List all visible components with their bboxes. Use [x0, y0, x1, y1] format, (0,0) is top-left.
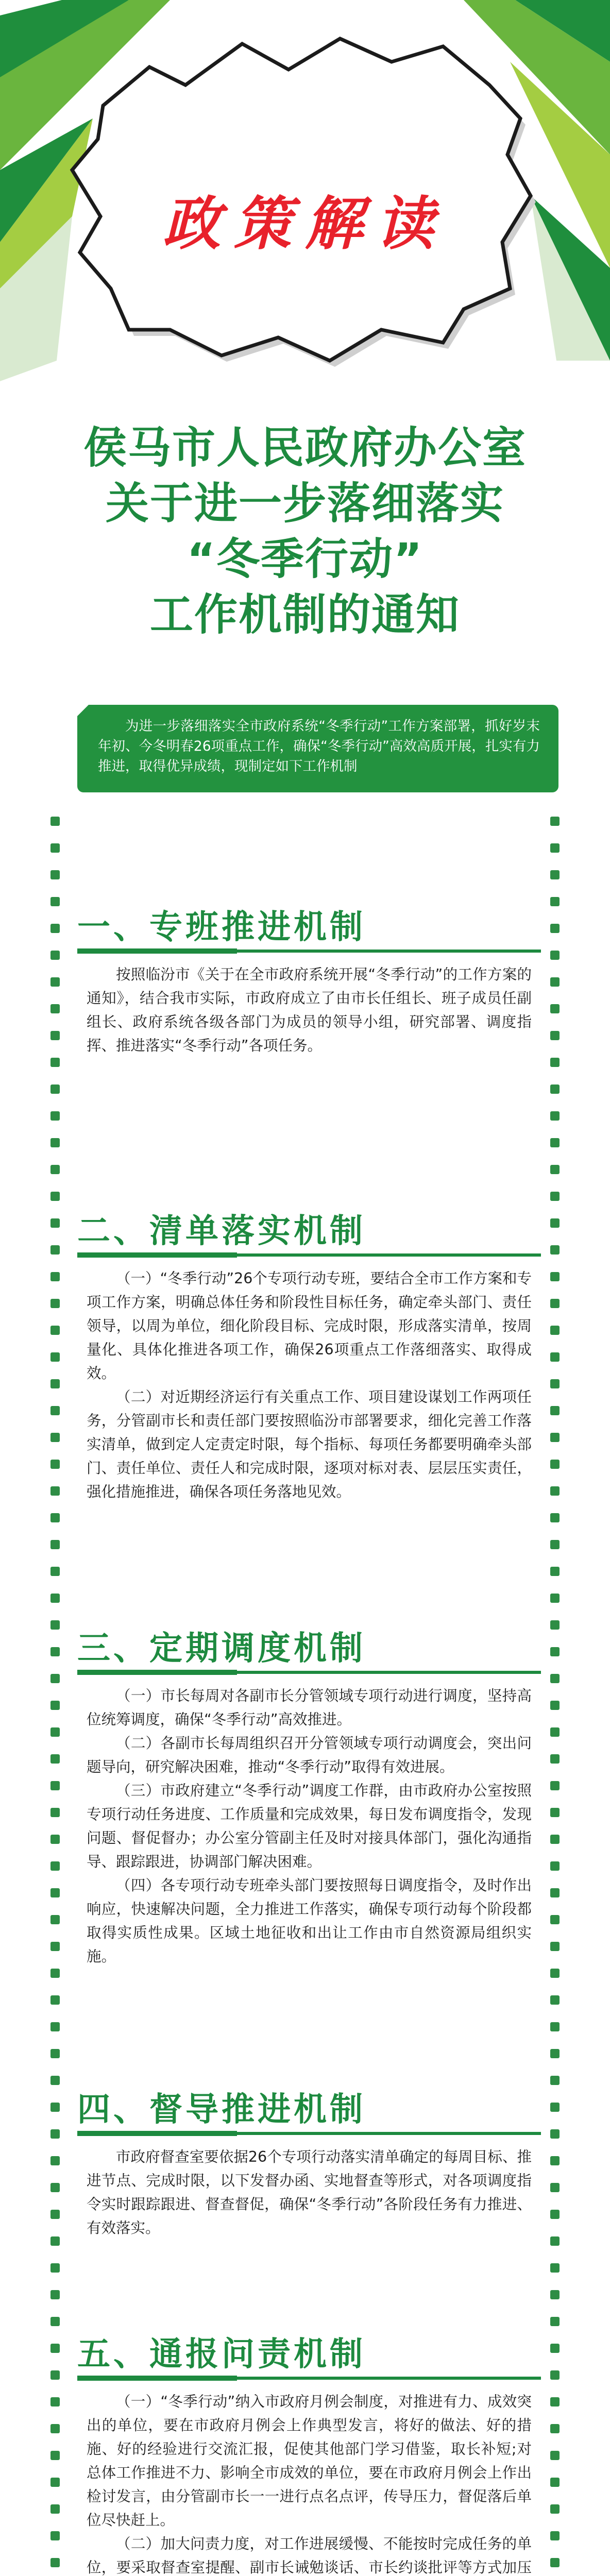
- section-3-header: [77, 1625, 541, 1673]
- rail-dot: [550, 1084, 560, 1094]
- section-4-body: [77, 2145, 541, 2240]
- rail-dot: [550, 1888, 560, 1897]
- rail-dot: [550, 1460, 560, 1469]
- rail-dot: [550, 2049, 560, 2058]
- rail-dot: [550, 2317, 560, 2326]
- rail-dot: [550, 1620, 560, 1630]
- rail-dot: [550, 1647, 560, 1656]
- badge-title: 政策解读: [163, 190, 447, 258]
- main-title-line-1: 侯马市人民政府办公室: [83, 422, 527, 473]
- rail-dot: [550, 924, 560, 933]
- rail-dot: [50, 1084, 60, 1094]
- left-dotted-rail: [50, 817, 60, 2576]
- rail-dot: [50, 1995, 60, 2005]
- section-3: [77, 1625, 541, 1969]
- section-2-paragraph-1: （一）“冬季行动”26个专项行动专班，要结合全市工作方案和专项工作方案，明确总体任务和阶段性目标任务，确定牵头部门、责任领导，以周为单位，细化阶段目标、完成时限，形成落实清单，按周量化、具体化推进各项工作，确保26项重点工作落细落实、取得成效。: [87, 1270, 532, 1382]
- rail-dot: [50, 2558, 60, 2567]
- section-4: [77, 2087, 541, 2240]
- rail-dot: [550, 1111, 560, 1121]
- rail-dot: [550, 1540, 560, 1549]
- rail-dot: [50, 870, 60, 879]
- section-5-underline: [77, 2377, 541, 2380]
- rail-dot: [50, 951, 60, 960]
- intro-box: 为进一步落细落实全市政府系统“冬季行动”工作方案部署，抓好岁末年初、今冬明春26项重点工作，确保“冬季行动”高效高质开展，扎实有力推进，取得优异成绩，现制定如下工作机制: [77, 705, 558, 792]
- section-2-body: [77, 1267, 541, 1504]
- rail-dot: [50, 1486, 60, 1496]
- section-5-body: [77, 2390, 541, 2576]
- main-title-line-3: “冬季行动”: [187, 534, 423, 584]
- rail-dot: [50, 1620, 60, 1630]
- section-3-paragraph-1: （一）市长每周对各副市长分管领域专项行动进行调度，坚持高位统筹调度，确保“冬季行动”高效推进。: [87, 1687, 532, 1728]
- main-title: [0, 420, 610, 642]
- rail-dot: [550, 2076, 560, 2085]
- rail-dot: [550, 2210, 560, 2219]
- rail-dot: [50, 2531, 60, 2540]
- section-2-paragraph-2: （二）对近期经济运行有关重点工作、项目建设谋划工作两项任务，分管副市长和责任部门要按照临汾市部署要求，细化完善工作落实清单，做到定人定责定时限，每个指标、每项任务都要明确牵头部门、责任单位、责任人和完成时限，逐项对标对表、层层压实责任，强化措施推进，确保各项任务落地见效。: [87, 1388, 532, 1500]
- section-5-paragraph-2: （二）加大问责力度，对工作进展缓慢、不能按时完成任务的单位，要采取督查室提醒、副市长诫勉谈话、市长约谈批评等方式加压: [87, 2535, 532, 2576]
- section-1: [77, 904, 541, 1058]
- rail-dot: [550, 2531, 560, 2540]
- rail-dot: [50, 2370, 60, 2380]
- rail-dot: [550, 2424, 560, 2433]
- rail-dot: [550, 1218, 560, 1228]
- rail-dot: [50, 1513, 60, 1522]
- header-banner: [0, 0, 610, 381]
- rail-dot: [50, 1031, 60, 1040]
- rail-dot: [50, 2183, 60, 2192]
- rail-dot: [50, 924, 60, 933]
- rail-dot: [50, 1245, 60, 1255]
- rail-dot: [50, 897, 60, 906]
- rail-dot: [550, 2263, 560, 2273]
- rail-dot: [50, 977, 60, 987]
- rail-dot: [50, 2478, 60, 2487]
- rail-dot: [50, 2424, 60, 2433]
- rail-dot: [550, 1754, 560, 1764]
- rail-dot: [550, 1808, 560, 1817]
- main-title-line-4: 工作机制的通知: [149, 589, 460, 640]
- section-3-body: [77, 1684, 541, 1969]
- rail-dot: [50, 1540, 60, 1549]
- section-2: [77, 1208, 541, 1504]
- rail-dot: [50, 1326, 60, 1335]
- rail-dot: [550, 1379, 560, 1388]
- rail-dot: [550, 2183, 560, 2192]
- rail-dot: [550, 977, 560, 987]
- rail-dot: [50, 2451, 60, 2460]
- rail-dot: [550, 1727, 560, 1737]
- rail-dot: [550, 817, 560, 826]
- rail-dot: [50, 2156, 60, 2165]
- rail-dot: [50, 1861, 60, 1871]
- rail-dot: [550, 1513, 560, 1522]
- rail-dot: [50, 843, 60, 853]
- rail-dot: [550, 1567, 560, 1576]
- rail-dot: [50, 817, 60, 826]
- section-1-body: [77, 963, 541, 1058]
- rail-dot: [50, 1647, 60, 1656]
- rail-dot: [50, 2317, 60, 2326]
- rail-dot: [550, 2236, 560, 2246]
- rail-dot: [550, 2022, 560, 2031]
- section-3-heading: 三、定期调度机制: [77, 1630, 366, 1668]
- section-3-paragraph-2: （二）各副市长每周组织召开分管领域专项行动调度会，突出问题导向，研究解决困难，推动“冬季行动”取得有效进展。: [87, 1735, 532, 1775]
- rail-dot: [50, 2397, 60, 2406]
- rail-dot: [550, 897, 560, 906]
- rail-dot: [550, 1192, 560, 1201]
- rail-dot: [50, 1433, 60, 1442]
- rail-dot: [550, 1835, 560, 1844]
- rail-dot: [50, 1808, 60, 1817]
- rail-dot: [550, 2504, 560, 2514]
- rail-dot: [50, 1888, 60, 1897]
- section-4-heading: 四、督导推进机制: [77, 2091, 366, 2129]
- rail-dot: [550, 2103, 560, 2112]
- main-title-line-2: 关于进一步落细落实: [105, 478, 504, 529]
- rail-dot: [550, 2397, 560, 2406]
- rail-dot: [50, 1460, 60, 1469]
- rail-dot: [50, 2344, 60, 2353]
- rail-dot: [50, 2103, 60, 2112]
- rail-dot: [550, 951, 560, 960]
- section-5-heading: 五、通报问责机制: [77, 2335, 366, 2374]
- rail-dot: [550, 1406, 560, 1415]
- rail-dot: [550, 2451, 560, 2460]
- rail-dot: [550, 2290, 560, 2299]
- rail-dot: [550, 1433, 560, 1442]
- rail-dot: [550, 870, 560, 879]
- section-2-heading: 二、清单落实机制: [77, 1212, 366, 1250]
- rail-dot: [550, 1352, 560, 1362]
- section-4-header: [77, 2087, 541, 2134]
- rail-dot: [550, 1326, 560, 1335]
- rail-dot: [50, 1111, 60, 1121]
- intro-corner-notch: [77, 705, 89, 716]
- rail-dot: [550, 1942, 560, 1951]
- section-3-paragraph-3: （三）市政府建立“冬季行动”调度工作群，由市政府办公室按照专项行动任务进度、工作质量和完成效果，每日发布调度指令，发现问题、督促督办；办公室分管副主任及时对接具体部门，强化沟通指导、跟踪跟进，协调部门解决困难。: [87, 1782, 532, 1870]
- rail-dot: [50, 2263, 60, 2273]
- rail-dot: [50, 1138, 60, 1147]
- rail-dot: [550, 2558, 560, 2567]
- rail-dot: [50, 1969, 60, 1978]
- section-1-header: [77, 904, 541, 952]
- rail-dot: [550, 1245, 560, 1255]
- rail-dot: [550, 1138, 560, 1147]
- section-3-paragraph-4: （四）各专项行动专班牵头部门要按照每日调度指令，及时作出响应，快速解决问题，全力推进工作落实，确保专项行动每个阶段都取得实质性成果。区域土地征收和出让工作由市自然资源局组织实施。: [87, 1877, 532, 1965]
- section-3-underline: [77, 1671, 541, 1674]
- rail-dot: [550, 1031, 560, 1040]
- rail-dot: [50, 1781, 60, 1790]
- rail-dot: [550, 2344, 560, 2353]
- rail-dot: [550, 1058, 560, 1067]
- section-5-header: [77, 2331, 541, 2379]
- section-4-underline: [77, 2132, 541, 2135]
- section-5: [77, 2331, 541, 2576]
- rail-dot: [50, 1835, 60, 1844]
- rail-dot: [50, 1674, 60, 1683]
- rail-dot: [50, 1379, 60, 1388]
- rail-dot: [50, 1942, 60, 1951]
- rail-dot: [50, 1352, 60, 1362]
- rail-dot: [50, 1727, 60, 1737]
- rail-dot: [50, 2236, 60, 2246]
- rail-dot: [50, 1192, 60, 1201]
- rail-dot: [550, 1969, 560, 1978]
- section-2-underline: [77, 1253, 541, 1257]
- rail-dot: [550, 1299, 560, 1308]
- rail-dot: [550, 1781, 560, 1790]
- rail-dot: [50, 1915, 60, 1924]
- rail-dot: [50, 1058, 60, 1067]
- section-2-header: [77, 1208, 541, 1256]
- rail-dot: [50, 1567, 60, 1576]
- rail-dot: [50, 2022, 60, 2031]
- rail-dot: [550, 2129, 560, 2139]
- rail-dot: [550, 1594, 560, 1603]
- rail-dot: [50, 2504, 60, 2514]
- rail-dot: [550, 1004, 560, 1013]
- rail-dot: [50, 1594, 60, 1603]
- rail-dot: [550, 1861, 560, 1871]
- rail-dot: [50, 1754, 60, 1764]
- rail-dot: [50, 1299, 60, 1308]
- rail-dot: [550, 1674, 560, 1683]
- rail-dot: [550, 1486, 560, 1496]
- section-1-underline: [77, 950, 541, 953]
- rail-dot: [50, 1004, 60, 1013]
- right-dotted-rail: [550, 817, 560, 2576]
- rail-dot: [550, 843, 560, 853]
- rail-dot: [550, 2156, 560, 2165]
- rail-dot: [50, 2049, 60, 2058]
- rail-dot: [50, 1218, 60, 1228]
- rail-dot: [550, 1165, 560, 1174]
- rail-dot: [550, 1915, 560, 1924]
- section-1-paragraph-1: 按照临汾市《关于在全市政府系统开展“冬季行动”的工作方案的通知》，结合我市实际，市政府成立了由市长任组长、班子成员任副组长、政府系统各级各部门为成员的领导小组，研究部署、调度指挥、推进落实“冬季行动”各项任务。: [87, 966, 532, 1054]
- rail-dot: [550, 2478, 560, 2487]
- section-4-paragraph-1: 市政府督查室要依据26个专项行动落实清单确定的每周目标、推进节点、完成时限，以下发督办函、实地督查等形式，对各项调度指令实时跟踪跟进、督查督促，确保“冬季行动”各阶段任务有力推进、有效落实。: [87, 2148, 532, 2236]
- rail-dot: [50, 1701, 60, 1710]
- rail-dot: [550, 1701, 560, 1710]
- rail-dot: [50, 1406, 60, 1415]
- rail-dot: [50, 1165, 60, 1174]
- rail-dot: [550, 1995, 560, 2005]
- rail-dot: [50, 2210, 60, 2219]
- rail-dot: [550, 2370, 560, 2380]
- section-5-paragraph-1: （一）“冬季行动”纳入市政府月例会制度，对推进有力、成效突出的单位，要在市政府月例会上作典型发言，将好的做法、好的措施、好的经验进行交流汇报，促使其他部门学习借鉴，取长补短;对总体工作推进不力、影响全市成效的单位，要在市政府月例会上作出检讨发言，由分管副市长一一进行点名点评，传导压力，督促落后单位尽快赶上。: [87, 2393, 532, 2529]
- rail-dot: [50, 2290, 60, 2299]
- rail-dot: [550, 1272, 560, 1281]
- rail-dot: [50, 1272, 60, 1281]
- rail-dot: [50, 2076, 60, 2085]
- section-1-heading: 一、专班推进机制: [77, 908, 366, 946]
- rail-dot: [50, 2129, 60, 2139]
